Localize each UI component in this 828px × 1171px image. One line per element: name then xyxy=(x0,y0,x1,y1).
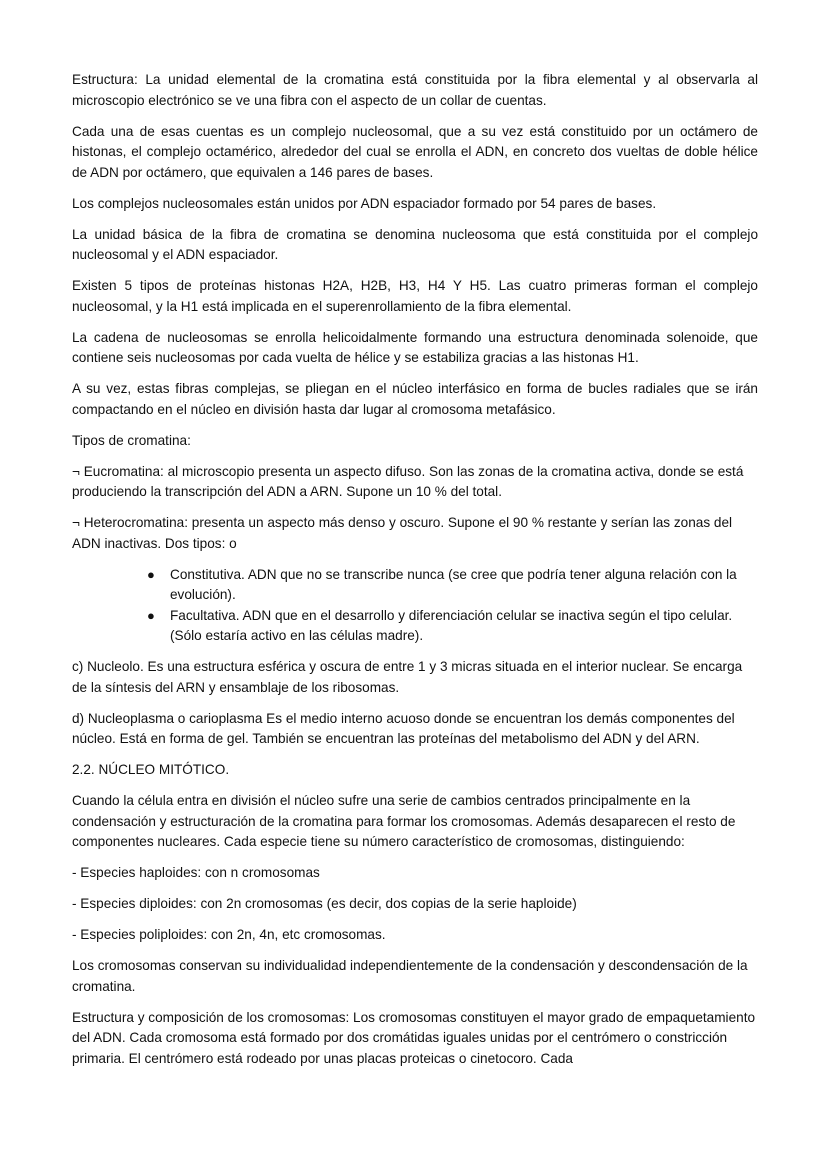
paragraph-individualidad: Los cromosomas conservan su individualidad independientemente de la condensación y descondensación de la cromatina. xyxy=(72,958,748,994)
paragraph-estructura: Estructura: La unidad elemental de la cromatina está constituida por la fibra elemental y al observarla al microscopio electrónico se ve una fibra con el aspecto de un collar de cuentas. xyxy=(72,72,758,108)
bullet-icon: ● xyxy=(147,607,155,623)
paragraph-estructura-cromosomas: Estructura y composición de los cromosomas: Los cromosomas constituyen el mayor grado de empaquetamiento del ADN. Cada cromosoma está formado por dos cromátidas iguales unidas por el centrómero o constricción primaria. El centrómero está rodeado por unas placas proteicas o cinetocoro. Cada xyxy=(72,1009,756,1066)
paragraph-haploides: - Especies haploides: con n cromosomas xyxy=(72,865,320,880)
section-heading: 2.2. NÚCLEO MITÓTICO. xyxy=(72,762,230,777)
paragraph-espaciador: Los complejos nucleosomales están unidos por ADN espaciador formado por 54 pares de bases. xyxy=(72,195,657,211)
paragraph-division: Cuando la célula entra en división el núcleo sufre una serie de cambios centrados principalmente en la condensación y estructuración de la cromatina para formar los cromosomas. Además desaparecen el resto de componentes nucleares. Cada especie tiene su número característico de cromosomas, distinguiendo: xyxy=(72,793,736,849)
paragraph-nucleolo: c) Nucleolo. Es una estructura esférica y oscura de entre 1 y 3 micras situada en el interior nuclear. Se encarga de la síntesis del ARN y ensamblaje de los ribosomas. xyxy=(72,659,743,695)
paragraph-nucleoplasma: d) Nucleoplasma o carioplasma Es el medio interno acuoso donde se encuentran los demás componentes del núcleo. Está en forma de gel. También se encuentran las proteínas del metabolismo del ADN y del ARN. xyxy=(72,710,735,746)
paragraph-diploides: - Especies diploides: con 2n cromosomas (es decir, dos copias de la serie haploide) xyxy=(72,896,577,911)
paragraph-eucromatina: ¬ Eucromatina: al microscopio presenta un aspecto difuso. Son las zonas de la cromatina activa, donde se está produciendo la transcripción del ADN a ARN. Supone un 10 % del total. xyxy=(72,463,744,499)
paragraph-heterocromatina: ¬ Heterocromatina: presenta un aspecto más denso y oscuro. Supone el 90 % restante y serían las zonas del ADN inactivas. Dos tipos: o xyxy=(72,515,733,551)
list-item-text: Constitutiva. ADN que no se transcribe nunca (se cree que podría tener alguna relación con la evolución). xyxy=(170,566,737,602)
paragraph-bucles: A su vez, estas fibras complejas, se pliegan en el núcleo interfásico en forma de bucles radiales que se irán compactando en el núcleo en división hasta dar lugar al cromosoma metafásico. xyxy=(72,381,758,417)
list-item xyxy=(72,565,758,606)
paragraph-solenoide: La cadena de nucleosomas se enrolla helicoidalmente formando una estructura denominada solenoide, que contiene seis nucleosomas por cada vuelta de hélice y se estabiliza gracias a las histonas H1. xyxy=(72,329,758,365)
document-page xyxy=(72,70,758,1080)
list-item xyxy=(72,606,758,647)
paragraph-poliploides: - Especies poliploides: con 2n, 4n, etc cromosomas. xyxy=(72,927,386,942)
heterocromatina-list xyxy=(72,565,758,647)
paragraph-nucleosoma: La unidad básica de la fibra de cromatina se denomina nucleosoma que está constituida por el complejo nucleosomal y el ADN espaciador. xyxy=(72,226,758,262)
paragraph-nucleosomal: Cada una de esas cuentas es un complejo nucleosomal, que a su vez está constituido por un octámero de histonas, el complejo octamérico, alrededor del cual se enrolla el ADN, en concreto dos vueltas de doble hélice de ADN por octámero, que equivalen a 146 pares de bases. xyxy=(72,123,758,180)
paragraph-tipos-cromatina: Tipos de cromatina: xyxy=(72,432,191,448)
paragraph-histonas: Existen 5 tipos de proteínas histonas H2A, H2B, H3, H4 Y H5. Las cuatro primeras forman el complejo nucleosomal, y la H1 está implicada en el superenrollamiento de la fibra elemental. xyxy=(72,278,758,314)
bullet-icon: ● xyxy=(147,566,155,582)
list-item-text: Facultativa. ADN que en el desarrollo y diferenciación celular se inactiva según el tipo celular. (Sólo estaría activo en las células madre). xyxy=(170,607,733,643)
